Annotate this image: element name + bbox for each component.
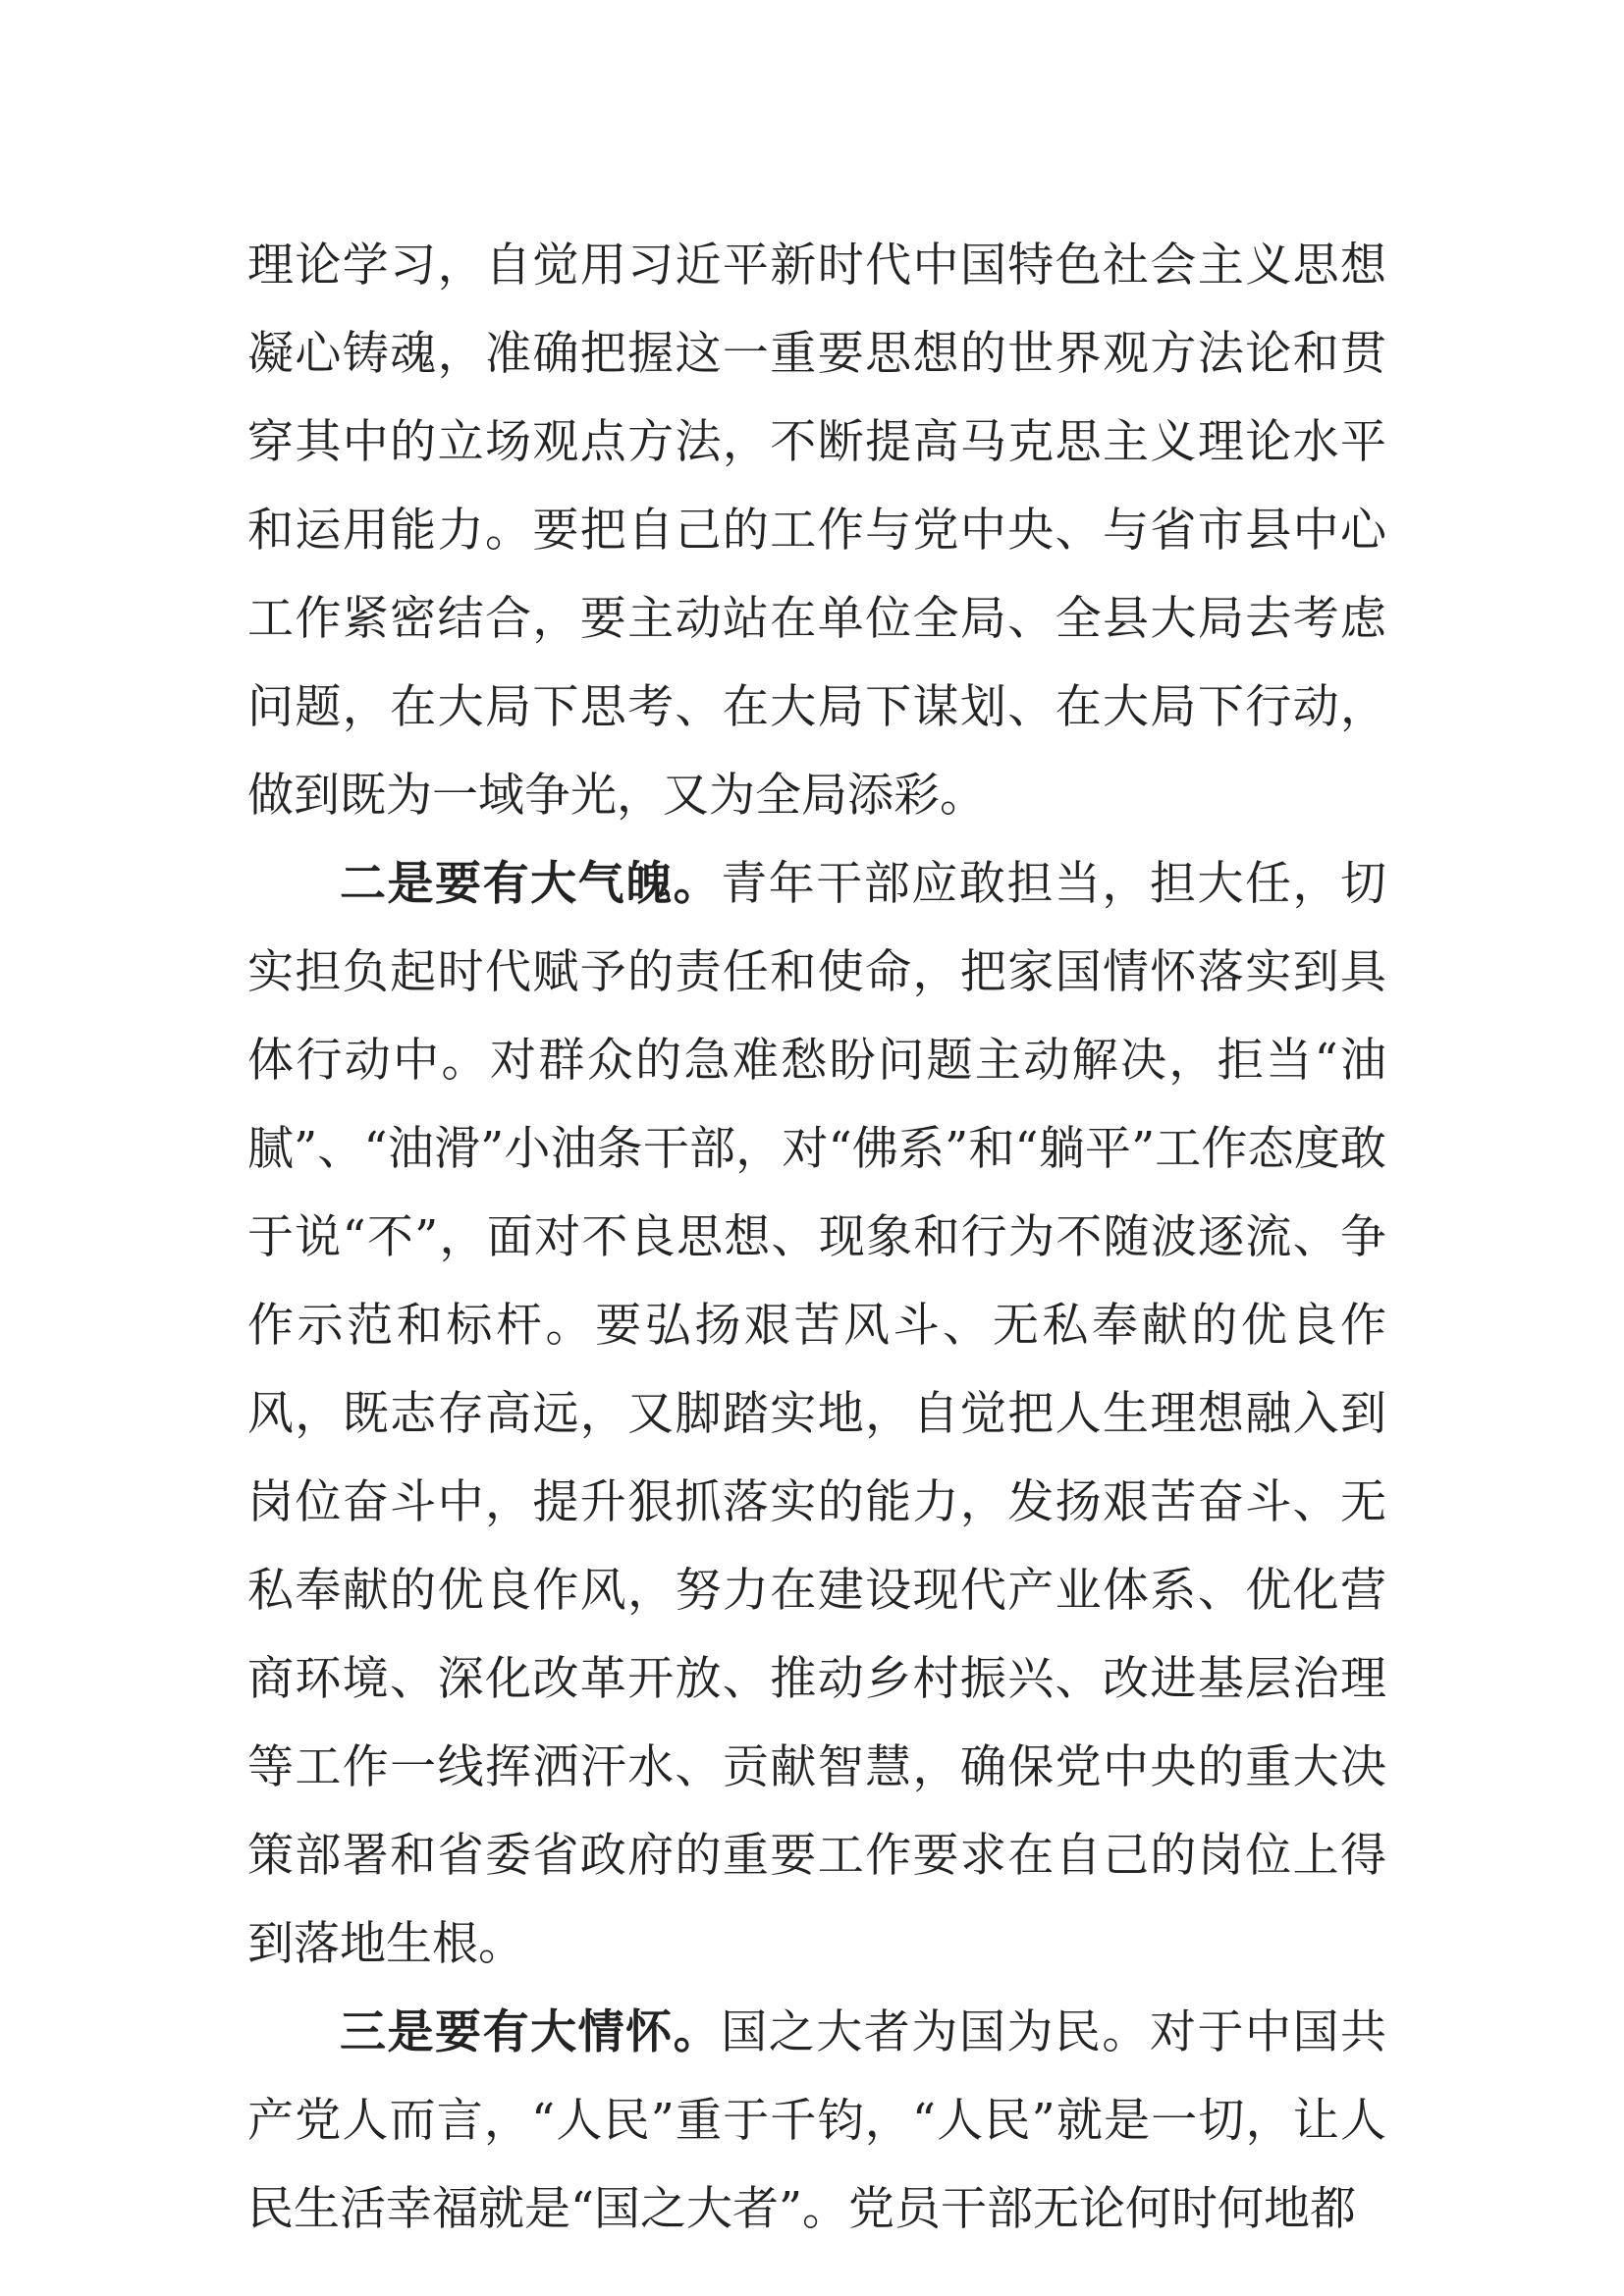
paragraph-2-text: 青年干部应敢担当，担大任，切实担负起时代赋予的责任和使命，把家国情怀落实到具体行动中。对群众的急难愁盼问题主动解决，拒当“油腻”、“油滑”小油条干部，对“佛系”和“躺平”工作态度敢于说“不”，面对不良思想、现象和行为不随波逐流、争作示范和标杆。要弘扬艰苦风斗、无私奉献的优良作风，既志存高远，又脚踏实地，自觉把人生理想融入到岗位奋斗中，提升狠抓落实的能力，发扬艰苦奋斗、无私奉献的优良作风，努力在建设现代产业体系、优化营商环境、深化改革开放、推动乡村振兴、改进基层治理等工作一线挥洒汗水、贡献智慧，确保党中央的重大决策部署和省委省政府的重要工作要求在自己的岗位上得到落地生根。	[247, 857, 1387, 1971]
paragraph-3	[247, 1989, 1386, 2254]
paragraph-3-text: 国之大者为国为民。对于中国共产党人而言，“人民”重于千钧，“人民”就是一切，让人民生活幸福就是“国之大者”。党员干部无论何时何地都	[247, 2005, 1387, 2236]
paragraph-2	[247, 840, 1386, 1989]
document-page	[247, 222, 1386, 2254]
paragraph-2-heading: 二是要有大气魄。	[340, 857, 722, 911]
paragraph-1-text: 理论学习，自觉用习近平新时代中国特色社会主义思想凝心铸魂，准确把握这一重要思想的世界观方法论和贯穿其中的立场观点方法，不断提高马克思主义理论水平和运用能力。要把自己的工作与党中央、与省市县中心工作紧密结合，要主动站在单位全局、全县大局去考虑问题，在大局下思考、在大局下谋划、在大局下行动，做到既为一域争光，又为全局添彩。	[247, 239, 1386, 823]
paragraph-1	[247, 222, 1386, 840]
paragraph-3-heading: 三是要有大情怀。	[340, 2005, 722, 2059]
